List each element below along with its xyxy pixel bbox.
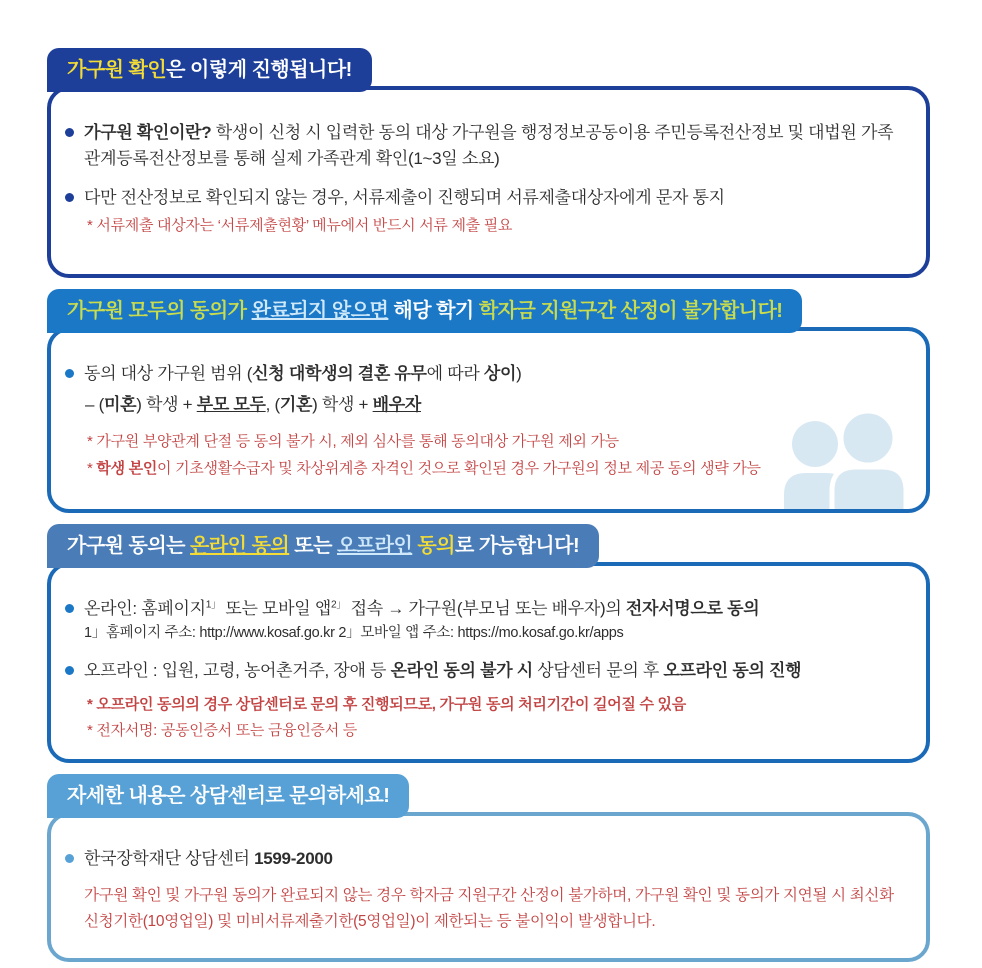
text-segment: 온라인 동의 bbox=[190, 535, 290, 557]
bullet-icon bbox=[65, 369, 74, 378]
bullet-icon bbox=[65, 666, 74, 675]
note-item bbox=[65, 458, 902, 481]
text-segment: 온라인: 홈페이지 bbox=[84, 599, 206, 618]
text-segment: 또는 모바일 앱 bbox=[220, 599, 331, 618]
text-segment: 완료되지 않으면 bbox=[251, 300, 389, 322]
text-segment: 가구원 확인이란? bbox=[84, 123, 212, 142]
text-segment: 학생이 신청 시 입력한 동의 대상 가구원을 행정정보공동이용 주민등록전산정보 및 대법원 가족관계등록전산정보를 통해 실제 가족관계 확인(1~3일 소요) bbox=[84, 123, 894, 168]
text-segment: 가구원 모두의 동의가 bbox=[67, 300, 252, 322]
bullet-text bbox=[84, 658, 801, 684]
text-segment: 1」 bbox=[205, 599, 221, 611]
text-segment: 가구원 확인 bbox=[67, 59, 167, 81]
footnote-item bbox=[65, 623, 902, 645]
text-segment: 로 가능합니다! bbox=[454, 535, 580, 557]
text-segment: 2」 bbox=[330, 599, 347, 611]
text-segment: 오프라인 : 입원, 고령, 농어촌거주, 장애 등 bbox=[84, 661, 391, 681]
text-segment: 접속 → 가구원(부모님 또는 배우자)의 bbox=[346, 599, 626, 618]
text-segment: 1」홈페이지 주소: http://www.kosaf.go.kr 2」모바일 앱 주소: https://mo.kosaf.go.kr/apps bbox=[84, 624, 624, 641]
text-segment: 학생 본인 bbox=[96, 459, 158, 477]
paragraph bbox=[65, 883, 902, 934]
text-segment: 전자서명으로 동의 bbox=[625, 599, 760, 618]
text-segment: * 오프라인 동의의 경우 상담센터로 문의 후 진행되므로, 가구원 동의 처리기간이 길어질 수 있음 bbox=[87, 695, 686, 713]
text-segment: 다만 전산정보로 확인되지 않는 경우, 서류제출이 진행되며 서류제출대상자에게 문자 통지 bbox=[84, 188, 725, 207]
text-segment: 배우자 bbox=[372, 394, 421, 414]
text-segment: 가구원 확인 및 가구원 동의가 완료되지 않는 경우 학자금 지원구간 산정이 불가하며, 가구원 확인 및 동의가 지연될 시 최신화 신청기한(10영업일) 및 미비서류제출기한(5영업일)이 제한되는 등 불이익이 발생합니다. bbox=[84, 887, 894, 930]
text-segment: ) 학생 + bbox=[312, 394, 373, 414]
note-item bbox=[65, 720, 902, 743]
text-segment: 상담센터 문의 후 bbox=[532, 661, 664, 681]
bullet-text bbox=[84, 846, 333, 872]
text-segment: 기혼 bbox=[279, 394, 313, 414]
bullet-icon bbox=[65, 193, 74, 202]
bullet-item bbox=[65, 658, 902, 684]
sub-item bbox=[65, 392, 902, 418]
text-segment: ) 학생 + bbox=[136, 394, 197, 414]
text-segment: * 서류제출 대상자는 ‘서류제출현황’ 메뉴에서 반드시 서류 제출 필요 bbox=[87, 216, 513, 234]
section-body bbox=[47, 812, 930, 962]
section-consent-methods bbox=[47, 524, 930, 763]
bullet-item bbox=[65, 120, 902, 171]
text-segment: 1599-2000 bbox=[254, 848, 333, 868]
bullet-text bbox=[84, 185, 725, 211]
section-contact bbox=[47, 774, 930, 962]
text-segment: 상이 bbox=[483, 364, 517, 383]
text-segment: 이 기초생활수급자 및 차상위계층 자격인 것으로 확인된 경우 가구원의 정보 제공 동의 생략 가능 bbox=[157, 459, 761, 477]
text-segment: 신청 대학생의 결혼 유무 bbox=[252, 364, 427, 383]
bullet-item bbox=[65, 846, 902, 872]
text-segment: 오프라인 bbox=[336, 535, 413, 557]
text-segment: 학자금 지원구간 산정이 불가합니다! bbox=[478, 300, 783, 322]
bullet-icon bbox=[65, 604, 74, 613]
text-segment: 온라인 동의 불가 시 bbox=[390, 661, 533, 681]
bullet-text bbox=[84, 596, 759, 622]
text-segment: * 전자서명: 공동인증서 또는 금융인증서 등 bbox=[87, 722, 357, 740]
text-segment: * 가구원 부양관계 단절 등 동의 불가 시, 제외 심사를 통해 동의대상 가구원 제외 가능 bbox=[87, 433, 619, 450]
bullet-item bbox=[65, 185, 902, 211]
section-body bbox=[47, 562, 930, 763]
bullet-item bbox=[65, 361, 902, 387]
text-segment: 해당 학기 bbox=[388, 300, 479, 322]
section-consent-required bbox=[47, 289, 930, 513]
text-segment: 가구원 동의는 bbox=[67, 535, 191, 557]
section-household-verification bbox=[47, 48, 930, 278]
text-segment: 부모 모두 bbox=[196, 394, 266, 414]
note-item bbox=[65, 215, 902, 238]
text-segment: ) bbox=[516, 364, 522, 383]
text-segment: 미혼 bbox=[103, 394, 137, 414]
section-header bbox=[47, 774, 409, 818]
bullet-icon bbox=[65, 854, 74, 863]
note-item bbox=[65, 431, 902, 454]
text-segment: , ( bbox=[265, 394, 280, 414]
text-segment: * bbox=[87, 459, 97, 477]
bullet-icon bbox=[65, 128, 74, 137]
section-header bbox=[47, 48, 372, 92]
bullet-text bbox=[84, 120, 902, 171]
section-body bbox=[47, 86, 930, 278]
text-segment: 한국장학재단 상담센터 bbox=[84, 848, 255, 868]
section-header bbox=[47, 524, 599, 568]
text-segment: 동의 bbox=[412, 535, 455, 557]
text-segment: 또는 bbox=[289, 535, 337, 557]
text-segment: 은 이렇게 진행됩니다! bbox=[166, 59, 352, 81]
section-header bbox=[47, 289, 802, 333]
text-segment: 자세한 내용은 상담센터로 문의하세요! bbox=[67, 784, 390, 807]
text-segment: 동의 대상 가구원 범위 ( bbox=[84, 364, 253, 383]
household-members-icon bbox=[782, 409, 914, 513]
text-segment: – ( bbox=[85, 394, 104, 414]
text-segment: 에 따라 bbox=[426, 364, 484, 383]
text-segment: 오프라인 동의 진행 bbox=[663, 661, 802, 681]
note-item bbox=[65, 694, 902, 717]
bullet-text bbox=[84, 361, 522, 387]
section-body bbox=[47, 327, 930, 513]
bullet-item bbox=[65, 596, 902, 622]
